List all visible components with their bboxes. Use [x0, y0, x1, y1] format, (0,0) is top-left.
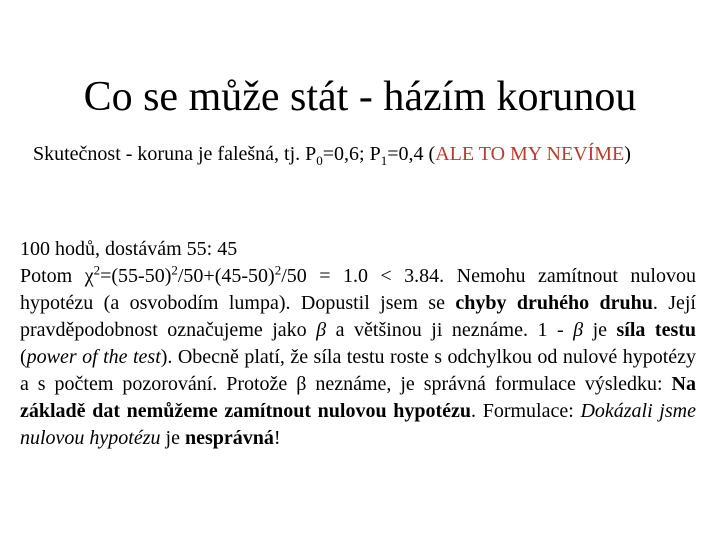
text-8: je	[160, 427, 185, 449]
text-5: ). Obecně platí, že síla testu roste s odchylkou od nulové hypotézy a s počtem pozorování. Protože	[20, 346, 697, 395]
wrong-formulation: Dokázali jsme nulovou hypotézu	[20, 400, 696, 449]
square-sup-2: 2	[171, 262, 178, 278]
power-of-test-term: power of the test	[26, 346, 161, 368]
formula-part-3: /50 = 1.0 < 3.84. Nemohu zamítnout nulovou hypotézu (a osvobodím lumpa). Dopustil jsem se	[20, 265, 696, 314]
text-4: (	[20, 346, 27, 368]
p1-value: =0,4 (	[387, 143, 436, 165]
type-ii-error-term: chyby druhého druhu	[455, 292, 653, 314]
beta-symbol-2: β	[573, 319, 584, 341]
intro-prefix: Skutečnost - koruna je falešná, tj. P	[33, 143, 317, 165]
formula-part-2: /50+(45-50)	[177, 265, 275, 287]
text-1: . Její pravděpodobnost označujeme jako	[20, 292, 696, 341]
intro-paragraph	[33, 140, 683, 169]
p0-value: =0,6; P	[322, 143, 381, 165]
incorrect-label: nesprávná	[184, 427, 274, 449]
formula-part-1: =(55-50)	[100, 265, 172, 287]
chi-square-sup: 2	[93, 262, 101, 278]
slide-title: Co se může stát - házím korunou	[83, 74, 637, 120]
intro-note: ALE TO MY NEVÍME	[435, 143, 625, 165]
square-sup-3: 2	[274, 262, 282, 278]
test-power-term: síla testu	[616, 319, 697, 341]
body-line-1: 100 hodů, dostávám 55: 45	[20, 238, 238, 260]
text-6: neznáme, je správná formulace výsledku:	[306, 373, 672, 395]
beta-symbol-3: β	[296, 373, 307, 395]
body-paragraph	[20, 263, 696, 452]
text-2: a většinou ji neznáme. 1 -	[326, 319, 574, 341]
text-9: !	[273, 427, 281, 449]
text-3: je	[583, 319, 617, 341]
p1-subscript: 1	[380, 153, 388, 168]
potom-text: Potom	[20, 265, 85, 287]
intro-close: )	[624, 143, 631, 165]
correct-conclusion: Na základě dat nemůžeme zamítnout nulovou hypotézu	[20, 373, 696, 422]
chi-symbol: χ	[84, 265, 94, 287]
beta-symbol-1: β	[316, 319, 327, 341]
text-7: . Formulace:	[471, 400, 581, 422]
body-text	[20, 236, 696, 452]
p0-subscript: 0	[316, 153, 323, 168]
